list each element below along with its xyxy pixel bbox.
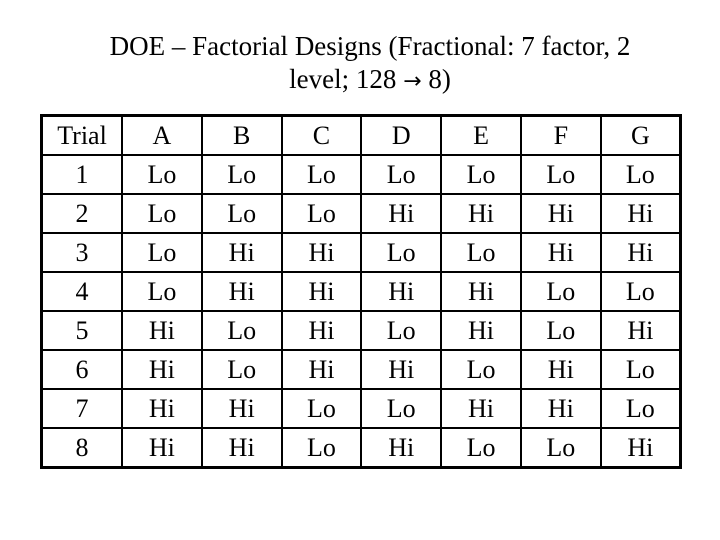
trial-number: 5 <box>42 311 123 350</box>
header-factor-f: F <box>521 116 601 156</box>
table-cell: Lo <box>202 194 282 233</box>
table-cell: Hi <box>441 194 521 233</box>
header-factor-b: B <box>202 116 282 156</box>
table-cell: Hi <box>122 389 202 428</box>
table-cell: Lo <box>282 428 362 468</box>
table-cell: Hi <box>601 194 681 233</box>
table-cell: Lo <box>202 350 282 389</box>
trial-number: 8 <box>42 428 123 468</box>
trial-number: 1 <box>42 155 123 194</box>
trial-number: 6 <box>42 350 123 389</box>
title-line-1: DOE – Factorial Designs (Fractional: 7 factor, 2 <box>109 31 631 61</box>
table-cell: Lo <box>441 428 521 468</box>
table-cell: Lo <box>361 311 441 350</box>
table-cell: Hi <box>521 194 601 233</box>
table-cell: Hi <box>601 428 681 468</box>
table-cell: Lo <box>361 389 441 428</box>
table-body <box>42 155 681 468</box>
table-cell: Hi <box>601 311 681 350</box>
header-trial: Trial <box>42 116 123 156</box>
table-cell: Hi <box>282 311 362 350</box>
table-row <box>42 194 681 233</box>
table-row <box>42 389 681 428</box>
table-cell: Lo <box>361 155 441 194</box>
header-factor-d: D <box>361 116 441 156</box>
table-cell: Lo <box>441 155 521 194</box>
table-cell: Lo <box>361 233 441 272</box>
table-cell: Hi <box>122 311 202 350</box>
trial-number: 2 <box>42 194 123 233</box>
table-cell: Hi <box>441 272 521 311</box>
table-cell: Lo <box>601 155 681 194</box>
table-cell: Hi <box>441 389 521 428</box>
table-cell: Hi <box>202 272 282 311</box>
trial-number: 4 <box>42 272 123 311</box>
table-cell: Hi <box>122 350 202 389</box>
table-row <box>42 428 681 468</box>
header-factor-e: E <box>441 116 521 156</box>
table-cell: Lo <box>122 272 202 311</box>
table-row <box>42 155 681 194</box>
table-row <box>42 311 681 350</box>
table-cell: Hi <box>361 194 441 233</box>
table-cell: Lo <box>282 155 362 194</box>
table-cell: Lo <box>122 233 202 272</box>
header-factor-a: A <box>122 116 202 156</box>
table-cell: Lo <box>521 311 601 350</box>
title-line-2-start: level; 128 <box>289 64 404 94</box>
table-cell: Hi <box>361 350 441 389</box>
design-table <box>40 114 682 469</box>
table-cell: Hi <box>202 389 282 428</box>
table-cell: Lo <box>521 428 601 468</box>
table-cell: Lo <box>282 194 362 233</box>
title-line-2 <box>60 63 680 98</box>
table-cell: Hi <box>361 428 441 468</box>
table-cell: Hi <box>202 233 282 272</box>
table-cell: Hi <box>521 233 601 272</box>
table-cell: Lo <box>122 155 202 194</box>
table-cell: Lo <box>601 350 681 389</box>
table-row <box>42 233 681 272</box>
header-factor-g: G <box>601 116 681 156</box>
table-cell: Lo <box>601 272 681 311</box>
table-cell: Lo <box>202 155 282 194</box>
table-row <box>42 272 681 311</box>
table-cell: Lo <box>282 389 362 428</box>
table-cell: Hi <box>282 272 362 311</box>
table-cell: Hi <box>282 233 362 272</box>
table-cell: Lo <box>122 194 202 233</box>
table-cell: Lo <box>441 350 521 389</box>
header-factor-c: C <box>282 116 362 156</box>
table-cell: Lo <box>202 311 282 350</box>
trial-number: 3 <box>42 233 123 272</box>
title-line-2-end: 8) <box>421 64 451 94</box>
table-header-row <box>42 116 681 156</box>
table-cell: Hi <box>282 350 362 389</box>
table-row <box>42 350 681 389</box>
table-cell: Hi <box>202 428 282 468</box>
table-cell: Hi <box>122 428 202 468</box>
table-cell: Lo <box>521 272 601 311</box>
trial-number: 7 <box>42 389 123 428</box>
slide-title <box>60 30 680 98</box>
table-cell: Hi <box>521 389 601 428</box>
table-cell: Hi <box>441 311 521 350</box>
table-cell: Hi <box>601 233 681 272</box>
table-cell: Hi <box>361 272 441 311</box>
table-cell: Lo <box>601 389 681 428</box>
right-arrow-icon: → <box>403 69 422 94</box>
table-cell: Hi <box>521 350 601 389</box>
table-cell: Lo <box>441 233 521 272</box>
table-cell: Lo <box>521 155 601 194</box>
